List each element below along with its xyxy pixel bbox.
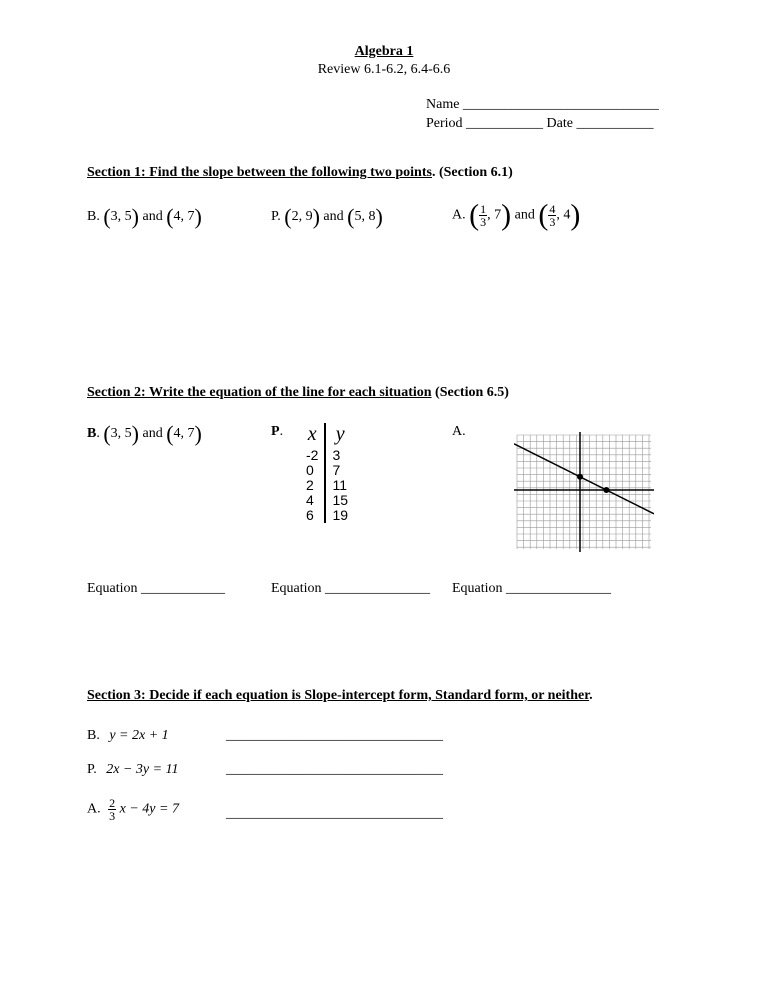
point-1: 3, 5 (110, 209, 132, 225)
close-paren: ) (501, 198, 512, 232)
point-2: 4, 7 (173, 426, 195, 442)
answer-blank-2[interactable]: _______________________________ (226, 762, 443, 777)
table-row (300, 508, 354, 523)
graph-point (577, 474, 583, 480)
close-paren: ) (375, 204, 383, 229)
problem-letter: A. (87, 801, 101, 817)
open-paren: ( (469, 198, 480, 232)
section3-heading-suffix: . (589, 688, 593, 703)
fraction-numerator: 2 (109, 796, 116, 810)
x-cell: 2 (300, 478, 325, 493)
coordinate-graph (514, 432, 654, 552)
and-text: and (323, 209, 344, 225)
section2-heading-main: Section 2: Write the equation of the line for each situation (87, 385, 432, 400)
table-row (300, 478, 354, 493)
y-header: y (335, 423, 345, 445)
name-field[interactable]: Name ____________________________ (426, 97, 659, 112)
period-date-field[interactable]: Period ___________ Date ___________ (426, 116, 654, 131)
page-title: Algebra 1 (354, 44, 414, 59)
table-row (300, 463, 354, 478)
problem-letter: B (87, 426, 97, 442)
equation: y = 2x + 1 (109, 728, 169, 743)
graph-line (514, 444, 654, 514)
close-paren: ) (194, 421, 202, 446)
section1-heading-main: Section 1: Find the slope between the following two points (87, 165, 432, 180)
fraction (108, 797, 116, 822)
point-1: 3, 5 (110, 426, 132, 442)
section3-heading (87, 688, 593, 704)
y-cell: 11 (332, 477, 347, 493)
section3-problem-b (87, 728, 169, 744)
problem-letter: B. (87, 209, 100, 225)
fraction-numerator: 4 (549, 202, 556, 216)
equation-blank-1[interactable]: Equation ____________ (87, 581, 226, 596)
open-paren: ( (166, 204, 174, 229)
point-2: 5, 8 (354, 209, 376, 225)
section1-problem-a (452, 198, 581, 232)
close-paren: ) (570, 198, 581, 232)
x-header: x (300, 423, 325, 448)
close-paren: ) (312, 204, 320, 229)
table-row (300, 493, 354, 508)
open-paren: ( (347, 204, 355, 229)
open-paren: ( (103, 204, 111, 229)
x-cell: 6 (300, 508, 325, 523)
y-cell: 19 (332, 507, 349, 523)
table-header-row (300, 423, 354, 448)
section1-problem-p (271, 204, 383, 229)
equation: x − 4y = 7 (119, 801, 179, 817)
xy-table-grid (300, 423, 354, 523)
y-cell: 7 (332, 462, 341, 478)
section1-problem-b (87, 204, 202, 229)
fraction-numerator: 1 (480, 202, 487, 216)
problem-letter: B. (87, 728, 100, 743)
fraction-denominator: 3 (549, 215, 556, 229)
close-paren: ) (131, 204, 139, 229)
section2-heading (87, 385, 509, 401)
section2-problem-p-label (271, 424, 283, 440)
equation: 2x − 3y = 11 (106, 762, 179, 777)
section2-problem-a-label: A. (452, 424, 466, 439)
and-text: and (142, 209, 163, 225)
problem-letter: A. (452, 207, 466, 223)
open-paren: ( (103, 421, 111, 446)
section2-heading-suffix: (Section 6.5) (431, 385, 509, 400)
close-paren: ) (194, 204, 202, 229)
section1-heading (87, 165, 513, 181)
x-cell: 0 (300, 463, 325, 478)
graph-grid (517, 435, 651, 549)
problem-dot: . (96, 426, 100, 442)
problem-dot: . (279, 424, 284, 439)
and-text: and (514, 207, 535, 223)
problem-letter: P. (271, 209, 281, 225)
point-1-y: , 7 (487, 207, 502, 223)
fraction-denominator: 3 (480, 215, 487, 229)
fraction (479, 203, 487, 228)
section3-heading-main: Section 3: Decide if each equation is Slope-intercept form, Standard form, or neither (87, 688, 590, 703)
close-paren: ) (131, 421, 139, 446)
page-subtitle: Review 6.1-6.2, 6.4-6.6 (317, 62, 451, 77)
section2-problem-b (87, 421, 202, 446)
table-row (300, 448, 354, 463)
xy-table (300, 423, 354, 523)
equation-blank-2[interactable]: Equation _______________ (271, 581, 431, 596)
section1-heading-suffix: . (Section 6.1) (431, 165, 513, 180)
section3-problem-p (87, 762, 179, 778)
y-cell: 15 (332, 492, 349, 508)
x-cell: -2 (300, 448, 325, 463)
answer-blank-3[interactable]: _______________________________ (226, 806, 443, 821)
graph-point (603, 487, 609, 493)
open-paren: ( (284, 204, 292, 229)
problem-letter: P (271, 424, 280, 439)
y-cell: 3 (332, 447, 341, 463)
problem-letter: P. (87, 762, 97, 777)
open-paren: ( (166, 421, 174, 446)
section3-problem-a (87, 797, 179, 822)
answer-blank-1[interactable]: _______________________________ (226, 728, 443, 743)
point-1: 2, 9 (291, 209, 313, 225)
fraction-denominator: 3 (109, 809, 116, 823)
point-2-y: , 4 (556, 207, 571, 223)
x-cell: 4 (300, 493, 325, 508)
equation-blank-3[interactable]: Equation _______________ (452, 581, 612, 596)
point-2: 4, 7 (173, 209, 195, 225)
open-paren: ( (538, 198, 549, 232)
and-text: and (142, 426, 163, 442)
